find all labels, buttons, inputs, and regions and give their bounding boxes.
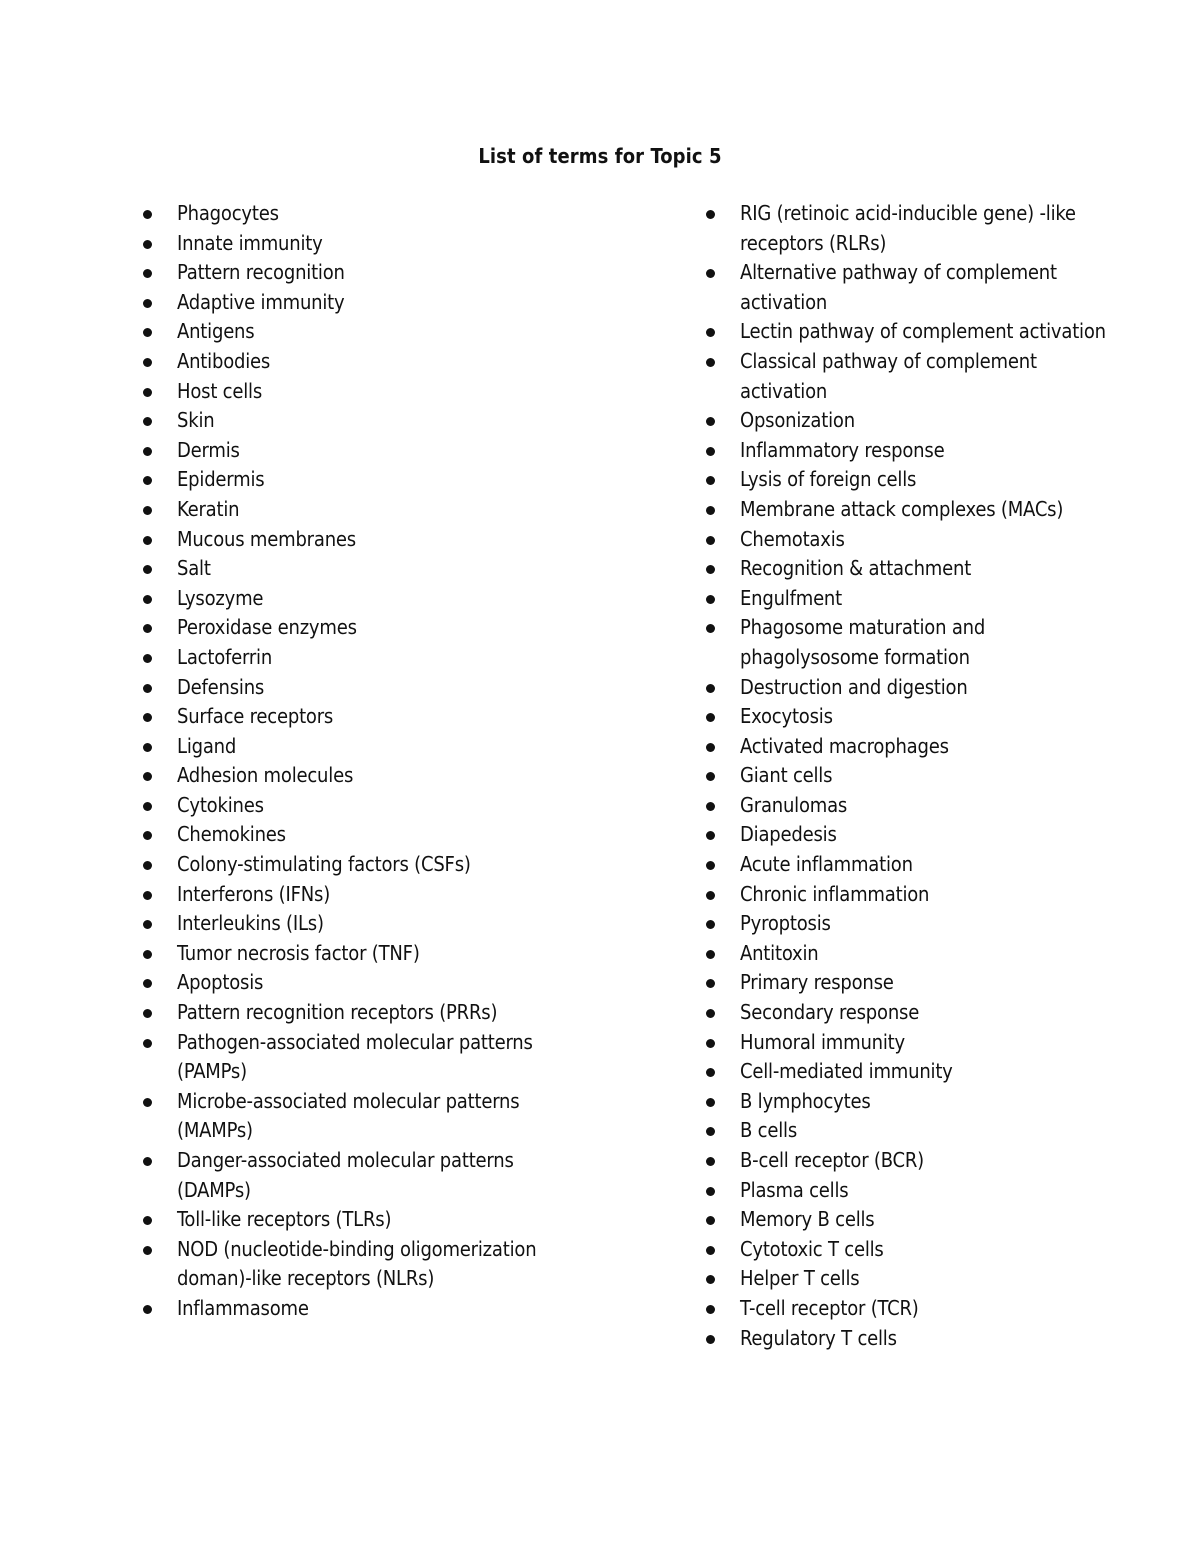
term-list-item: Ligand: [143, 732, 563, 762]
term-list-item: Colony-stimulating factors (CSFs): [143, 850, 563, 880]
term-list-item: Alternative pathway of complement activation: [706, 258, 1111, 317]
term-list-item: Regulatory T cells: [706, 1324, 1111, 1354]
term-list-item: Microbe-associated molecular patterns (MAMPs): [143, 1087, 563, 1146]
term-list-item: Membrane attack complexes (MACs): [706, 495, 1111, 525]
term-list-item: Humoral immunity: [706, 1028, 1111, 1058]
term-list-item: Lysozyme: [143, 584, 563, 614]
term-list-item: B lymphocytes: [706, 1087, 1111, 1117]
term-list-item: Diapedesis: [706, 820, 1111, 850]
term-list-item: Plasma cells: [706, 1176, 1111, 1206]
term-list-item: Recognition & attachment: [706, 554, 1111, 584]
term-list-item: Adhesion molecules: [143, 761, 563, 791]
term-list-item: Cytokines: [143, 791, 563, 821]
term-list-item: Classical pathway of complement activation: [706, 347, 1111, 406]
term-list-item: Skin: [143, 406, 563, 436]
term-list-item: Surface receptors: [143, 702, 563, 732]
term-list-item: Interferons (IFNs): [143, 880, 563, 910]
term-list-item: Giant cells: [706, 761, 1111, 791]
term-list-item: Memory B cells: [706, 1205, 1111, 1235]
term-list-item: Innate immunity: [143, 229, 563, 259]
term-list-item: Pyroptosis: [706, 909, 1111, 939]
terms-list-left: [143, 199, 563, 1324]
term-list-item: Keratin: [143, 495, 563, 525]
term-list-item: Tumor necrosis factor (TNF): [143, 939, 563, 969]
term-list-item: Danger-associated molecular patterns (DAMPs): [143, 1146, 563, 1205]
term-list-item: Defensins: [143, 673, 563, 703]
term-list-item: Host cells: [143, 377, 563, 407]
term-list-item: Destruction and digestion: [706, 673, 1111, 703]
term-list-item: Phagosome maturation and phagolysosome formation: [706, 613, 1111, 672]
term-list-item: Pattern recognition: [143, 258, 563, 288]
term-list-item: Engulfment: [706, 584, 1111, 614]
term-list-item: Helper T cells: [706, 1264, 1111, 1294]
term-list-item: Antigens: [143, 317, 563, 347]
terms-list-right: [706, 199, 1111, 1353]
term-list-item: Interleukins (ILs): [143, 909, 563, 939]
term-list-item: Apoptosis: [143, 968, 563, 998]
term-list-item: B cells: [706, 1116, 1111, 1146]
term-list-item: Antitoxin: [706, 939, 1111, 969]
term-list-item: Adaptive immunity: [143, 288, 563, 318]
term-list-item: Mucous membranes: [143, 525, 563, 555]
term-list-item: Pathogen-associated molecular patterns (PAMPs): [143, 1028, 563, 1087]
term-list-item: Antibodies: [143, 347, 563, 377]
term-list-item: Secondary response: [706, 998, 1111, 1028]
term-list-item: Inflammatory response: [706, 436, 1111, 466]
term-list-item: Salt: [143, 554, 563, 584]
term-list-item: RIG (retinoic acid-inducible gene) -like receptors (RLRs): [706, 199, 1111, 258]
term-list-item: Activated macrophages: [706, 732, 1111, 762]
term-list-item: Toll-like receptors (TLRs): [143, 1205, 563, 1235]
term-list-item: Lactoferrin: [143, 643, 563, 673]
term-list-item: Cell-mediated immunity: [706, 1057, 1111, 1087]
term-list-item: Inflammasome: [143, 1294, 563, 1324]
term-list-item: Primary response: [706, 968, 1111, 998]
term-list-item: Chronic inflammation: [706, 880, 1111, 910]
term-list-item: Acute inflammation: [706, 850, 1111, 880]
term-list-item: Lectin pathway of complement activation: [706, 317, 1111, 347]
term-list-item: Pattern recognition receptors (PRRs): [143, 998, 563, 1028]
term-list-item: Exocytosis: [706, 702, 1111, 732]
term-list-item: Dermis: [143, 436, 563, 466]
term-list-item: T-cell receptor (TCR): [706, 1294, 1111, 1324]
term-list-item: NOD (nucleotide-binding oligomerization doman)-like receptors (NLRs): [143, 1235, 563, 1294]
term-list-item: Chemokines: [143, 820, 563, 850]
term-list-item: Opsonization: [706, 406, 1111, 436]
term-list-item: Lysis of foreign cells: [706, 465, 1111, 495]
page-title: List of terms for Topic 5: [478, 144, 722, 168]
term-list-item: Chemotaxis: [706, 525, 1111, 555]
term-list-item: Granulomas: [706, 791, 1111, 821]
term-list-item: Epidermis: [143, 465, 563, 495]
term-list-item: Cytotoxic T cells: [706, 1235, 1111, 1265]
term-list-item: Peroxidase enzymes: [143, 613, 563, 643]
term-list-item: Phagocytes: [143, 199, 563, 229]
term-list-item: B-cell receptor (BCR): [706, 1146, 1111, 1176]
